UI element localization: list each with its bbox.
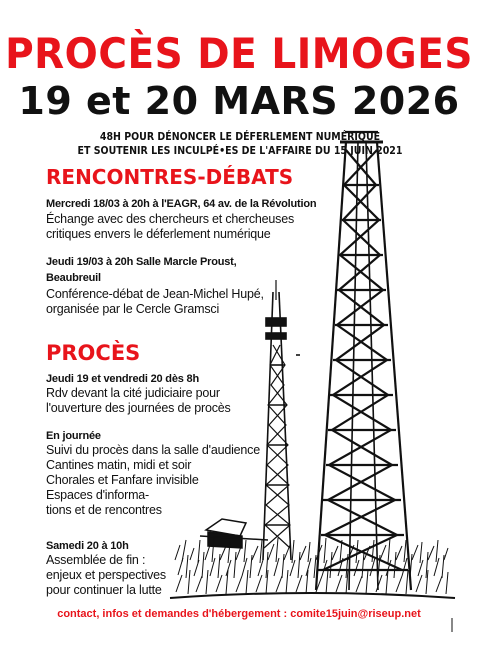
shed — [200, 519, 268, 548]
event-body-line: Cantines matin, midi et soir — [46, 458, 192, 472]
subtitle-line-2: ET SOUTENIR LES INCULPÉ•ES DE L'AFFAIRE DU 15 JUIN 2021 — [77, 145, 403, 157]
subtitle-line-1: 48H POUR DÉNONCER LE DÉFERLEMENT NUMÉRIQUE — [99, 131, 381, 143]
event-body-line: Assemblée de fin : — [46, 553, 146, 567]
section-heading-rencontres: RENCONTRES-DÉBATS — [46, 165, 294, 189]
event-head: En journée — [46, 430, 101, 442]
event-body-line: critiques envers le déferlement numérique — [46, 227, 271, 241]
poster-dates: 19 et 20 MARS 2026 — [18, 79, 460, 123]
event-head: Jeudi 19 et vendredi 20 dès 8h — [46, 373, 199, 385]
event-jeudi-soir — [46, 256, 264, 317]
event-head: Jeudi 19/03 à 20h Salle Marcle Proust, — [46, 256, 237, 268]
event-proces-ouverture — [46, 373, 231, 416]
contact-line — [0, 608, 478, 620]
event-body-line: Espaces d'informa- — [46, 488, 149, 502]
event-body-line: Suivi du procès dans la salle d'audience — [46, 443, 260, 457]
small-tower — [263, 280, 300, 560]
event-body-line: Rdv devant la cité judiciaire pour — [46, 386, 220, 400]
event-head: Mercredi 18/03 à 20h à l'EAGR, 64 av. de la Révolution — [46, 198, 317, 210]
grass — [170, 538, 455, 598]
event-body-line: tions et de rencontres — [46, 503, 162, 517]
contact-email-link[interactable]: comite15juin@riseup.net — [290, 608, 421, 620]
section-heading-proces: PROCÈS — [46, 341, 141, 365]
event-body-line: organisée par le Cercle Gramsci — [46, 302, 220, 316]
large-tower — [316, 132, 411, 590]
event-body-line: Conférence-débat de Jean-Michel Hupé, — [46, 287, 264, 301]
event-en-journee — [46, 430, 260, 518]
contact-label: contact, infos et demandes d'hébergement : — [57, 608, 291, 620]
event-body-line: enjeux et perspectives — [46, 568, 166, 582]
event-body-line: Échange avec des chercheurs et chercheuses — [46, 212, 295, 226]
event-head: Samedi 20 à 10h — [46, 540, 129, 552]
event-mercredi — [46, 198, 316, 242]
poster-title: PROCÈS DE LIMOGES — [5, 30, 473, 79]
event-samedi — [46, 540, 166, 598]
event-body-line: Chorales et Fanfare invisible — [46, 473, 199, 487]
event-body-line: pour continuer la lutte — [46, 583, 162, 597]
event-body-line: l'ouverture des journées de procès — [46, 401, 231, 415]
event-head-line-2: Beaubreuil — [46, 272, 101, 284]
